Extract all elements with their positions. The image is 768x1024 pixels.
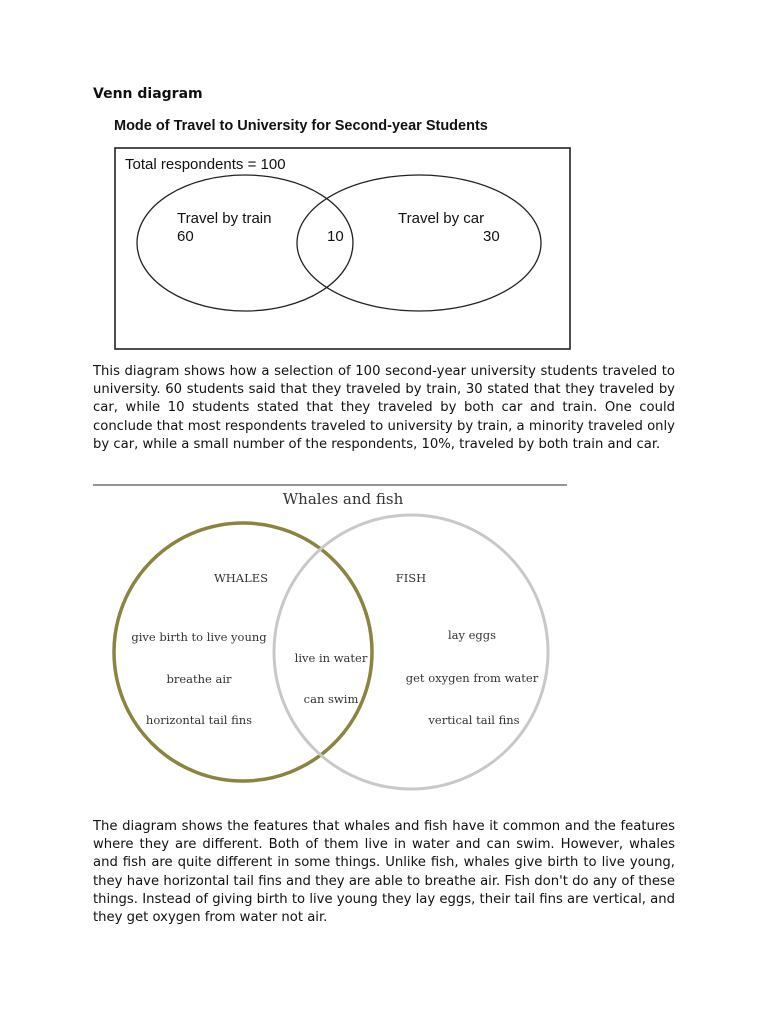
- whales-fish-diagram: [93, 484, 567, 806]
- paragraph-whales-fish: The diagram shows the features that whales and fish have it common and the features where they are different. Both of them live in water and can swim. However, whales and fish are quite different in some things. Unlike fish, whales give birth to live young, they have horizontal tail fins and they are able to breathe air. Fish don't do any of these things. Instead of giving birth to live young they lay eggs, their tail fins are vertical, and they get oxygen from water not air.: [93, 819, 675, 926]
- train-value: 60: [177, 228, 194, 245]
- car-value: 30: [483, 228, 500, 245]
- car-label: Travel by car: [398, 210, 485, 227]
- paragraph-travel: This diagram shows how a selection of 100 second-year university students traveled to university. 60 students said that they traveled by train, 30 stated that they traveled by car, while 10 students stated that they traveled by both car and train. One could conclude that most respondents traveled to university by train, a minority traveled only by car, while a small number of the respondents, 10%, traveled by both train and car.: [93, 364, 675, 452]
- overlap-value: 10: [327, 228, 344, 245]
- fish-heading: FISH: [395, 571, 427, 585]
- whales-item: give birth to live young: [131, 630, 267, 644]
- train-circle: [137, 175, 353, 311]
- fish-item: vertical tail fins: [428, 713, 520, 727]
- whales-heading: WHALES: [213, 571, 269, 585]
- travel-venn-diagram: [108, 114, 578, 354]
- total-respondents-label: Total respondents = 100: [125, 156, 286, 173]
- overlap-item: can swim: [303, 692, 359, 706]
- overlap-item: live in water: [294, 651, 368, 665]
- whales-item: horizontal tail fins: [145, 713, 253, 727]
- travel-venn-figure: [108, 114, 578, 354]
- fish-item: get oxygen from water: [405, 671, 539, 685]
- whales-fish-title: Whales and fish: [282, 490, 404, 508]
- travel-venn-frame: [115, 148, 570, 349]
- travel-venn-title: Mode of Travel to University for Second-year Students: [114, 118, 488, 134]
- whales-item: breathe air: [166, 672, 232, 686]
- whales-fish-figure: [93, 484, 567, 806]
- fish-item: lay eggs: [447, 628, 497, 642]
- train-label: Travel by train: [177, 210, 272, 227]
- section-heading: Venn diagram: [93, 86, 203, 102]
